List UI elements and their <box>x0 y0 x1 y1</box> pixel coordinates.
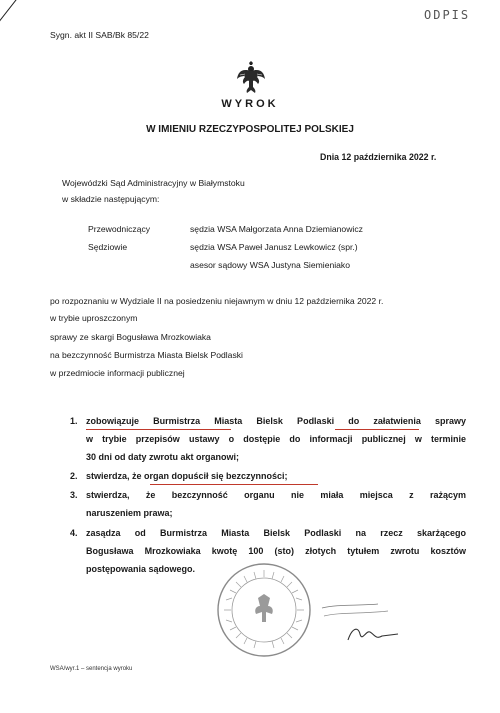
panel-name: asesor sądowy WSA Justyna Siemieniako <box>190 260 351 270</box>
ruling-number: 4. <box>70 528 78 538</box>
red-underline <box>150 484 318 485</box>
ruling-line: w trybie przepisów ustawy o dostępie do informacji publicznej w terminie <box>86 434 466 444</box>
red-underline <box>335 429 419 430</box>
ruling-number: 1. <box>70 416 78 426</box>
corner-fold-line <box>0 0 30 39</box>
case-signature: Sygn. akt II SAB/Bk 85/22 <box>50 30 149 40</box>
document-title: WYROK <box>221 98 279 110</box>
ruling-line: postępowania sądowego. <box>86 564 196 574</box>
intro-line: po rozpoznaniu w Wydziale II na posiedzeniu niejawnym w dniu 12 października 2022 r. <box>50 296 384 306</box>
judgment-date: Dnia 12 października 2022 r. <box>320 152 437 162</box>
ruling-line: zasądza od Burmistrza Miasta Bielsk Podlaski na rzecz skarżącego <box>86 528 466 538</box>
ruling-number: 3. <box>70 490 78 500</box>
intro-line: sprawy ze skargi Bogusława Mrozkowiaka <box>50 332 211 342</box>
intro-line: w przedmiocie informacji publicznej <box>50 368 185 378</box>
odpis-stamp: ODPIS <box>424 8 471 22</box>
ruling-line: Bogusława Mrozkowiaka kwotę 100 (sto) złotych tytułem zwrotu kosztów <box>86 546 466 556</box>
form-footer: WSA/wyr.1 – sentencja wyroku <box>50 666 133 672</box>
ruling-line: stwierdza, że organ dopuścił się bezczynności; <box>86 471 288 481</box>
panel-name: sędzia WSA Małgorzata Anna Dziemianowicz <box>190 224 363 234</box>
panel-name: sędzia WSA Paweł Janusz Lewkowicz (spr.) <box>190 242 358 252</box>
signature <box>318 600 408 650</box>
ruling-text: zobowiązuje Burmistrza Miasta Bielsk Podlaski do załatwienia sprawy <box>86 416 466 426</box>
court-seal <box>214 560 314 660</box>
court-composition-label: w składzie następującym: <box>62 194 160 204</box>
court-name: Wojewódzki Sąd Administracyjny w Białymstoku <box>62 178 245 188</box>
ruling-number: 2. <box>70 471 78 481</box>
document-subtitle: W IMIENIU RZECZYPOSPOLITEJ POLSKIEJ <box>146 124 354 135</box>
panel-role: Przewodniczący <box>88 224 151 234</box>
eagle-emblem-icon <box>236 60 266 96</box>
panel-role: Sędziowie <box>88 242 128 252</box>
ruling-line: naruszeniem prawa; <box>86 508 173 518</box>
intro-line: w trybie uproszczonym <box>50 313 138 323</box>
ruling-line: 30 dni od daty zwrotu akt organowi; <box>86 452 240 462</box>
ruling-line <box>86 416 466 426</box>
intro-line: na bezczynność Burmistrza Miasta Bielsk Podlaski <box>50 350 243 360</box>
ruling-line: stwierdza, że bezczynność organu nie miała miejsca z rażącym <box>86 490 466 500</box>
red-underline <box>86 429 231 430</box>
